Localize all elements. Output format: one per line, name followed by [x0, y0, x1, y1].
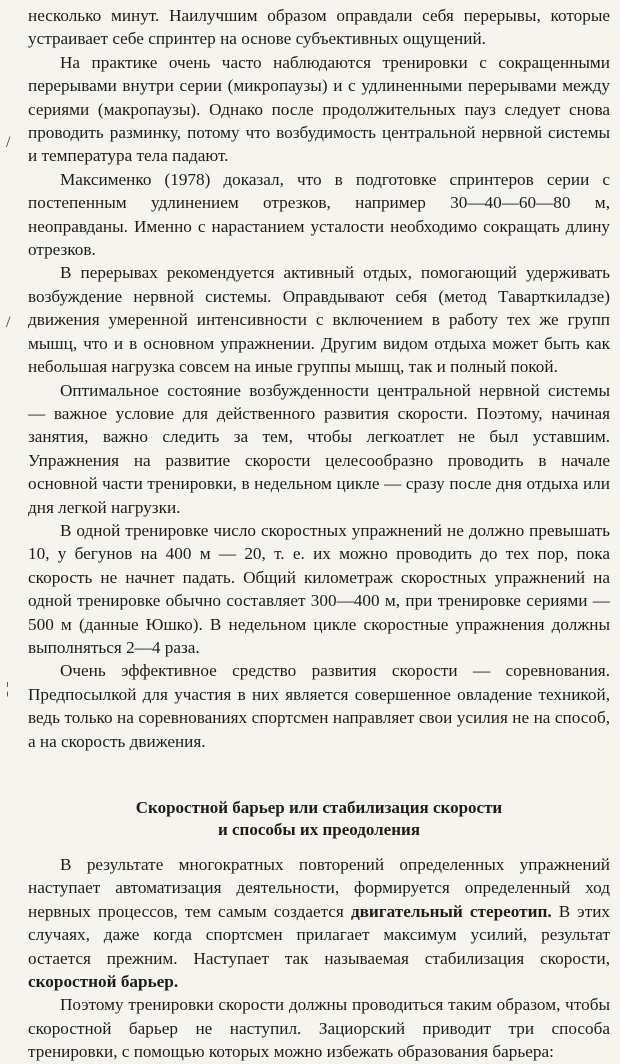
paragraph: Оптимальное состояние возбужденности центральной нервной системы — важное условие для действенного развития скорости. Поэтому, начиная занятия, важно следить за тем, чтобы легкоатлет не был уставшим. Упражнения на развитие скорости целесообразно проводить в начале основной части тренировки, в недельном цикле — сразу после дня отдыха или дня легкой нагрузки.: [28, 380, 610, 517]
paragraph-text: В этих случаях, даже когда спортсмен прилагает максимум усилий, результат остается прежним. Наступает так называемая стабилизация скорости,: [28, 901, 610, 968]
paragraph: Максименко (1978) доказал, что в подготовке спринтеров серии с постепенным удлинением отрезков, например 30—40—60—80 м, неоправданы. Именно с нарастанием усталости необходимо сокращать длину отрезков.: [28, 169, 610, 260]
section-heading-line: Скоростной барьер или стабилизация скорости: [135, 798, 503, 817]
margin-mark: /: [6, 314, 11, 331]
term-bold: скоростной барьер.: [28, 972, 179, 992]
paragraph: Очень эффективное средство развития скорости — соревнования. Предпосылкой для участия в них является совершенное овладение техникой, ведь только на соревнованиях спортсмен направляет свои усилия не на способ, а на скорость движения.: [28, 661, 610, 751]
margin-mark: ¦: [6, 680, 10, 697]
paragraph: В одной тренировке число скоростных упражнений не должно превышать 10, у бегунов на 400 м — 20, т. е. их можно проводить до тех пор, пока скорость не начнет падать. Общий километраж скоростных упражнений на одной тренировке обычно составляет 300—400 м, при тренировке сериями — 500 м (данные Юшко). В недельном цикле скоростные упражнения должны выполняться 2—4 раза.: [28, 520, 610, 657]
paragraph: Поэтому тренировки скорости должны проводиться таким образом, чтобы скоростной барьер не наступил. Зациорский приводит три способа тренировки, с помощью которых можно избежать образования барьера:: [28, 995, 610, 1062]
section-heading-line: и способы их преодоления: [217, 820, 421, 839]
paragraph: [28, 853, 610, 993]
margin-mark: /: [6, 134, 11, 151]
paragraph: На практике очень часто наблюдаются тренировки с сокращенными перерывами внутри серии (микропаузы) и с удлиненными перерывами между сериями (макропаузы). Однако после продолжительных пауз следует снова проводить разминку, потому что возбудимость центральной нервной системы и температура тела падают.: [28, 52, 610, 166]
term-bold: двигательный стереотип.: [350, 901, 552, 921]
section-heading: [28, 797, 610, 841]
paragraph-text: В результате многократных повторений определенных упражнений наступает автоматизация деятельности, формируется определенный ход нервных процессов, тем самым создается: [28, 855, 610, 921]
paragraph: В перерывах рекомендуется активный отдых, помогающий удерживать возбуждение нервной системы. Оправдывают себя (метод Таварткиладзе) движения умеренной интенсивности с включением в работу тех же групп мышц, что и в основном упражнении. Другим видом отдыха может быть как небольшая нагрузка совсем на иные группы мышц, так и полный покой.: [28, 263, 610, 377]
paragraph: несколько минут. Наилучшим образом оправдали себя перерывы, которые устраивает себе спринтер на основе субъективных ощущений.: [28, 6, 610, 49]
